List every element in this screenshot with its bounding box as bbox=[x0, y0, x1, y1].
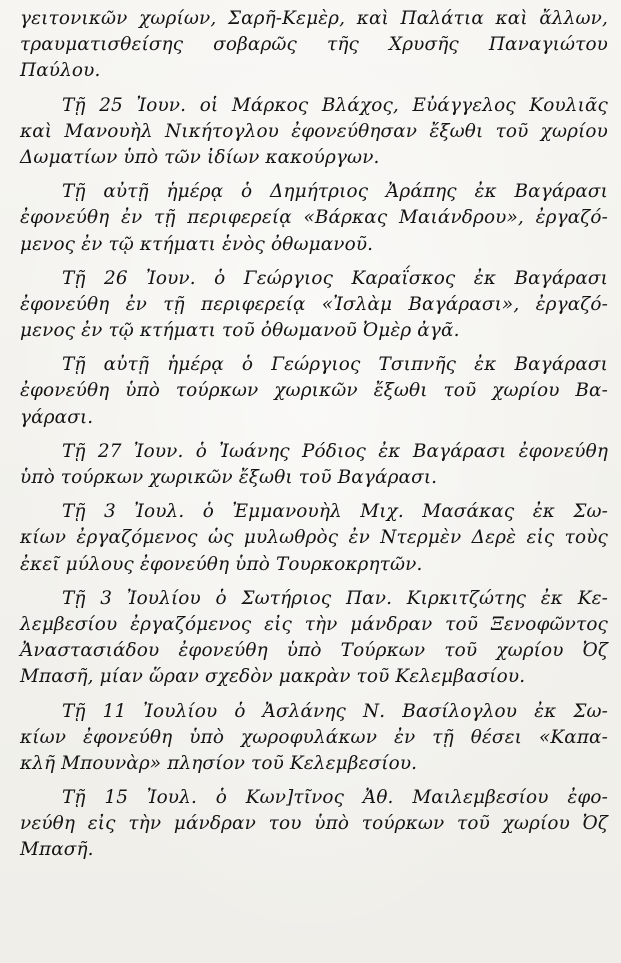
paragraph-6 bbox=[20, 439, 608, 491]
paragraph-1 bbox=[20, 6, 608, 85]
document-body bbox=[20, 6, 608, 864]
paragraph-2 bbox=[20, 93, 608, 172]
text-line: Τῇ 11 Ἰουλίου ὁ Ἀσλάνης Ν. Βασίλογλου ἐκ Σω- bbox=[62, 700, 608, 722]
text-line: Μπασῆ, μίαν ὥραν σχεδὸν μακρὰν τοῦ Κελεμβασίου. bbox=[20, 666, 526, 688]
paragraph-5 bbox=[20, 352, 608, 431]
text-line: γειτονικῶν χωρίων, Σαρῆ-Κεμὲρ, καὶ Παλάτια καὶ ἄλλων, bbox=[20, 8, 608, 29]
text-line: Τῇ 3 Ἰουλίου ὁ Σωτήριος Παν. Κιρκιτζώτης ἐκ Κε- bbox=[62, 587, 608, 609]
text-line: Τῇ 15 Ἰουλ. ὁ Κων]τῖνος Ἀθ. Μαιλεμβεσίου ἐφο- bbox=[62, 787, 608, 809]
text-line: Τῇ αὐτῇ ἡμέρᾳ ὁ Δημήτριος Ἀράπης ἐκ Βαγάρασι bbox=[62, 181, 608, 203]
text-line: Τῇ 26 Ἰουν. ὁ Γεώργιος Καραΐσκος ἐκ Βαγάρασι bbox=[62, 267, 608, 289]
text-line: τραυματισθείσης σοβαρῶς τῆς Χρυσῆς Παναγιώτου bbox=[20, 34, 608, 56]
paragraph-8 bbox=[20, 586, 608, 691]
text-line: καὶ Μανουὴλ Νικήτογλου ἐφονεύθησαν ἔξωθι τοῦ χωρίου bbox=[20, 120, 608, 142]
text-line: μενος ἐν τῷ κτήματι ἑνὸς ὀθωμανοῦ. bbox=[20, 233, 374, 255]
text-line: Τῇ αὐτῇ ἡμέρᾳ ὁ Γεώργιος Τσιπνῆς ἐκ Βαγάρασι bbox=[62, 354, 608, 376]
text-line: ἐκεῖ μύλους ἐφονεύθη ὑπὸ Τουρκοκρητῶν. bbox=[20, 553, 423, 575]
text-line: ἐφονεύθη ἐν τῇ περιφερείᾳ «Βάρκας Μαιάνδρου», ἐργαζό- bbox=[20, 207, 608, 229]
text-line: ὑπὸ τούρκων χωρικῶν ἔξωθι τοῦ Βαγάρασι. bbox=[20, 467, 438, 488]
text-line: γάρασι. bbox=[20, 406, 94, 428]
text-line: λεμβεσίου ἐργαζόμενος εἰς τὴν μάνδραν τοῦ Ξενοφῶντος bbox=[20, 613, 608, 635]
text-line: κίων ἐργαζόμενος ὡς μυλωθρὸς ἐν Ντερμὲν Δερὲ εἰς τοὺς bbox=[20, 527, 608, 549]
text-line: Τῇ 3 Ἰουλ. ὁ Ἐμμανουὴλ Μιχ. Μασάκας ἐκ Σω- bbox=[62, 501, 608, 523]
text-line: νεύθη εἰς τὴν μάνδραν του ὑπὸ τούρκων τοῦ χωρίου Ὀζ bbox=[20, 813, 608, 835]
paragraph-4 bbox=[20, 266, 608, 345]
paragraph-3 bbox=[20, 179, 608, 258]
text-line: Παύλου. bbox=[20, 60, 101, 82]
paragraph-7 bbox=[20, 499, 608, 578]
text-line: Ἀναστασιάδου ἐφονεύθη ὑπὸ Τούρκων τοῦ χωρίου Ὀζ bbox=[20, 640, 608, 662]
text-line: Δωματίων ὑπὸ τῶν ἰδίων κακούργων. bbox=[20, 146, 380, 168]
text-line: Τῇ 27 Ἰουν. ὁ Ἰωάνης Ρόδιος ἐκ Βαγάρασι ἐφονεύθη bbox=[62, 440, 608, 462]
text-line: Μπασῆ. bbox=[20, 839, 94, 861]
text-line: κίων ἐφονεύθη ὑπὸ χωροφυλάκων ἐν τῇ θέσει «Καπα- bbox=[20, 726, 608, 748]
text-line: ἐφονεύθη ὑπὸ τούρκων χωρικῶν ἔξωθι τοῦ χωρίου Βα- bbox=[20, 380, 608, 402]
text-line: Τῇ 25 Ἰουν. οἱ Μάρκος Βλάχος, Εὐάγγελος Κουλιᾶς bbox=[62, 94, 608, 116]
text-line: κλῆ Μπουνὰρ» πλησίον τοῦ Κελεμβεσίου. bbox=[20, 752, 418, 774]
paragraph-9 bbox=[20, 699, 608, 778]
text-line: μενος ἐν τῷ κτήματι τοῦ ὀθωμανοῦ Ὀμὲρ ἀγᾶ. bbox=[20, 320, 460, 342]
paragraph-10 bbox=[20, 785, 608, 864]
text-line: ἐφονεύθη ἐν τῇ περιφερείᾳ «Ἰσλὰμ Βαγάρασι», ἐργαζό- bbox=[20, 293, 608, 315]
